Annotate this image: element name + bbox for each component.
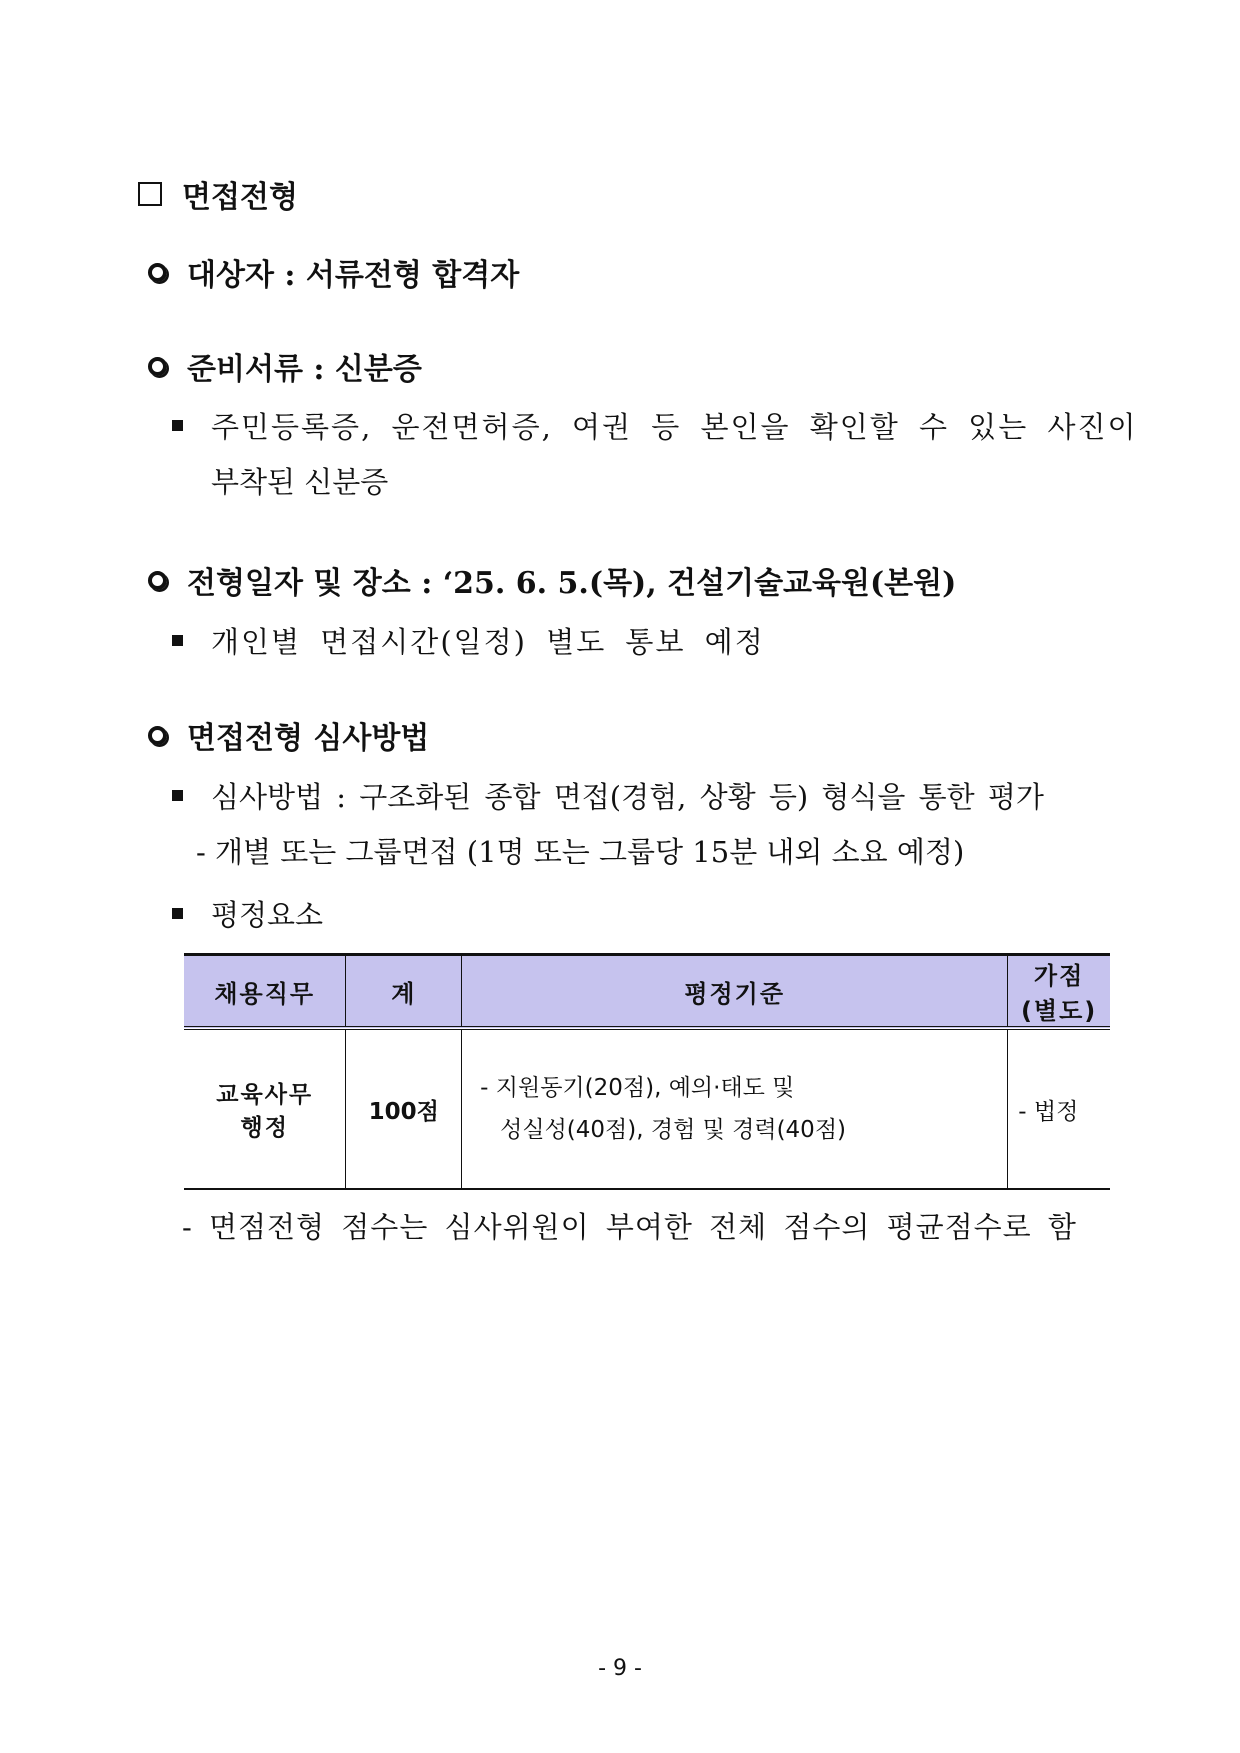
header-bonus-line1: 가점	[1033, 962, 1085, 990]
table-row	[184, 1028, 1110, 1189]
cell-role-line2: 행정	[240, 1115, 289, 1141]
cell-total: 100점	[346, 1028, 462, 1189]
target-label: 대상자 : 서류전형 합격자	[187, 258, 520, 293]
cell-criteria-line2: 성실성(40점), 경험 및 경력(40점)	[500, 1117, 847, 1143]
circle-bullet-icon	[148, 571, 167, 590]
date-sub-item	[172, 620, 765, 661]
circle-bullet-icon	[148, 357, 167, 376]
method-detail: - 개별 또는 그룹면접 (1명 또는 그룹당 15분 내외 소요 예정)	[196, 835, 965, 869]
square-bullet-icon	[172, 635, 183, 646]
cell-criteria	[462, 1028, 1008, 1189]
docs-label: 준비서류 : 신분증	[187, 352, 422, 387]
page-number: - 9 -	[598, 1656, 642, 1681]
circle-bullet-icon	[148, 263, 167, 282]
header-bonus-line2: (별도)	[1020, 997, 1098, 1025]
date-item	[148, 558, 956, 602]
cell-role-line1: 교육사무	[216, 1082, 314, 1108]
section-heading	[138, 172, 298, 216]
square-bullet-icon	[172, 908, 183, 919]
cell-role	[184, 1028, 346, 1189]
target-item	[148, 250, 519, 294]
square-bullet-icon	[172, 790, 183, 801]
elements-label: 평정요소	[211, 898, 324, 932]
square-bullet-icon	[172, 420, 183, 431]
date-sub: 개인별 면접시간(일정) 별도 통보 예정	[211, 625, 765, 659]
method-label: 면접전형 심사방법	[187, 721, 430, 756]
header-criteria: 평정기준	[462, 955, 1008, 1029]
docs-sub-line1: 주민등록증, 운전면허증, 여권 등 본인을 확인할 수 있는 사진이	[211, 410, 1138, 444]
date-label: 전형일자 및 장소 : ‘25. 6. 5.(목), 건설기술교육원(본원)	[187, 566, 957, 601]
docs-sub-line2: 부착된 신분증	[211, 465, 389, 499]
section-title: 면접전형	[182, 180, 298, 215]
elements-item	[172, 893, 323, 934]
header-bonus	[1008, 955, 1110, 1029]
docs-sub-item	[172, 405, 1138, 446]
square-box-icon	[138, 182, 162, 206]
method-sub-item	[172, 775, 1044, 816]
header-role: 채용직무	[184, 955, 346, 1029]
cell-criteria-line1: - 지원동기(20점), 예의·태도 및	[480, 1075, 795, 1101]
footer-note: - 면점전형 점수는 심사위원이 부여한 전체 점수의 평균점수로 함	[182, 1210, 1077, 1244]
cell-bonus: - 법정	[1008, 1028, 1110, 1189]
method-item	[148, 713, 429, 757]
method-sub: 심사방법 : 구조화된 종합 면접(경험, 상황 등) 형식을 통한 평가	[211, 780, 1044, 814]
evaluation-table	[184, 953, 1110, 1190]
docs-item	[148, 344, 422, 388]
circle-bullet-icon	[148, 726, 167, 745]
table-header-row	[184, 955, 1110, 1029]
evaluation-table-wrap	[184, 953, 1110, 1190]
header-total: 계	[346, 955, 462, 1029]
